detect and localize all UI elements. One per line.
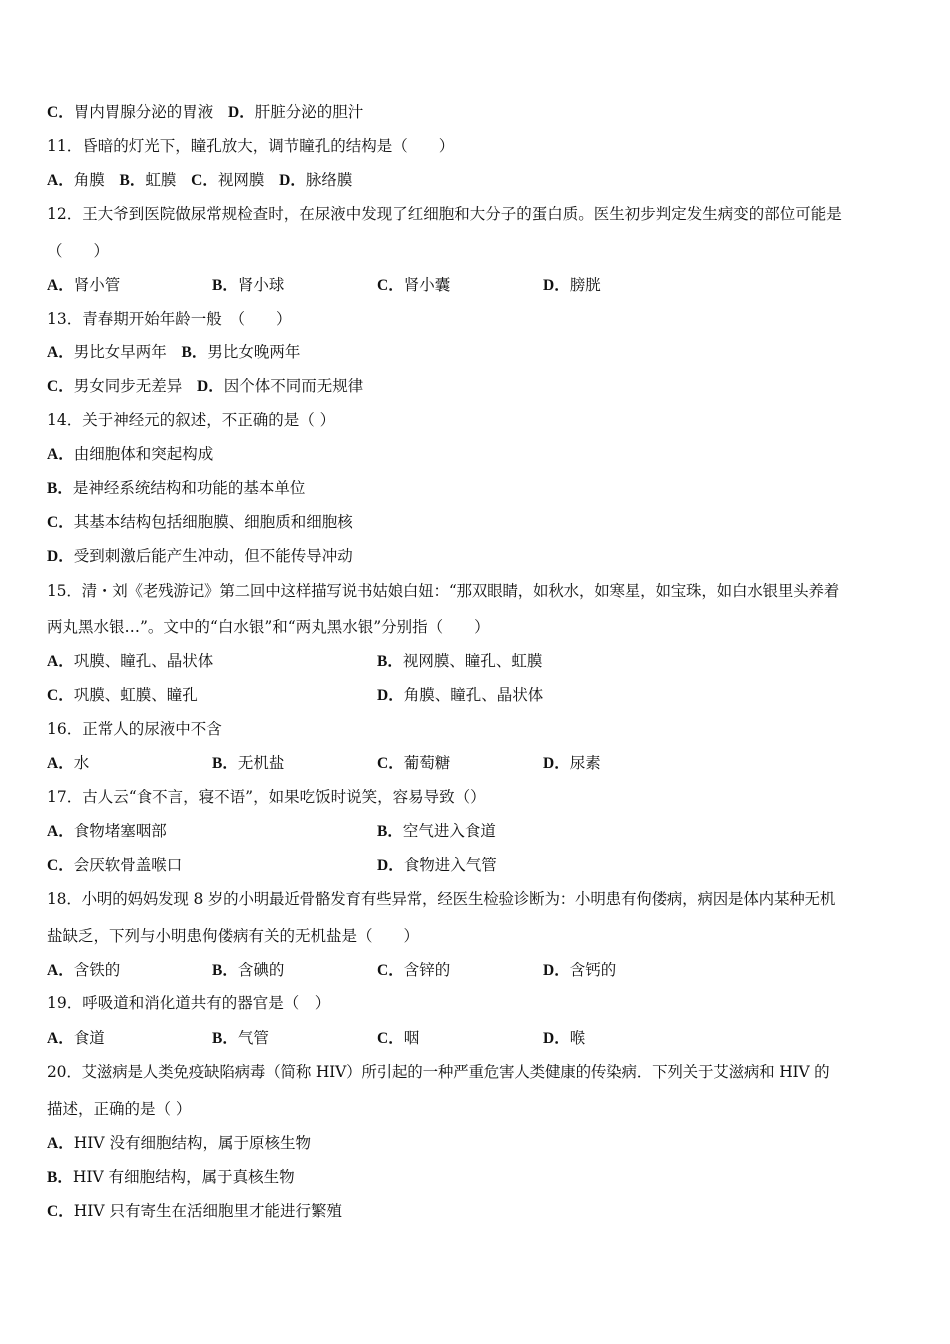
q15-stem: 15．清・刘《老残游记》第二回中这样描写说书姑娘白妞：“那双眼睛，如秋水，如寒星，如宝珠，如白水银里头养着	[47, 582, 840, 600]
q19-a-text: 食道	[73, 1029, 105, 1047]
q20-option-a	[47, 1133, 311, 1154]
q14-option-a	[47, 444, 213, 465]
q12-c-text: 肾小囊	[403, 276, 451, 294]
q16-stem: 16．正常人的尿液中不含	[47, 720, 222, 738]
q10-opt-d-label: D．	[228, 104, 255, 121]
q14-b-text: 是神经系统结构和功能的基本单位	[72, 479, 306, 497]
q19-stem: 19．呼吸道和消化道共有的器官是（ ）	[47, 994, 331, 1012]
q14-stem: 14．关于神经元的叙述，不正确的是（ ）	[47, 411, 336, 429]
q13-options-ab	[47, 342, 300, 363]
q14-c-text: 其基本结构包括细胞膜、细胞质和细胞核	[73, 513, 353, 531]
q20-b-label: B．	[47, 1169, 73, 1186]
q16-d-text: 尿素	[569, 754, 601, 772]
q13-a-text: 男比女早两年	[73, 343, 167, 361]
q15-c-text: 巩膜、虹膜、瞳孔	[73, 686, 198, 704]
q10-options-cd	[47, 102, 363, 123]
q10-opt-d-text: 肝脏分泌的胆汁	[254, 103, 364, 121]
q11-a-text: 角膜	[73, 171, 105, 189]
q10-opt-c-label: C．	[47, 104, 74, 121]
q15-d-text: 角膜、瞳孔、晶状体	[403, 686, 544, 704]
q15-b-text: 视网膜、瞳孔、虹膜	[402, 652, 543, 670]
q15-b-label: B．	[377, 653, 403, 670]
q15-c-label: C．	[47, 687, 74, 704]
q17-c-text: 会厌软骨盖喉口	[73, 856, 183, 874]
q13-c-label: C．	[47, 378, 74, 395]
q12-d-text: 膀胱	[569, 276, 601, 294]
q19-b-text: 气管	[237, 1029, 269, 1047]
q12-stem-cont: （ ）	[47, 242, 110, 260]
q19-d-label: D．	[543, 1030, 570, 1047]
q19-c-text: 咽	[403, 1029, 420, 1047]
q20-a-label: A．	[47, 1135, 74, 1152]
q17-a-text: 食物堵塞咽部	[73, 822, 167, 840]
q18-a-label: A．	[47, 962, 74, 979]
q18-c-label: C．	[377, 962, 404, 979]
q17-b-label: B．	[377, 823, 403, 840]
q20-stem: 20．艾滋病是人类免疫缺陷病毒（简称 HIV）所引起的一种严重危害人类健康的传染病．下列关于艾滋病和 HIV 的	[47, 1063, 830, 1081]
q17-a-label: A．	[47, 823, 74, 840]
q19-d-text: 喉	[569, 1029, 586, 1047]
q11-a-label: A．	[47, 172, 74, 189]
q13-d-label: D．	[197, 378, 224, 395]
q12-c-label: C．	[377, 277, 404, 294]
q14-a-label: A．	[47, 446, 74, 463]
q20-stem-cont: 描述，正确的是（ ）	[47, 1100, 192, 1118]
q18-a-text: 含铁的	[73, 961, 121, 979]
q18-d-label: D．	[543, 962, 570, 979]
q14-d-label: D．	[47, 548, 74, 565]
q18-d-text: 含钙的	[569, 961, 617, 979]
q13-b-label: B．	[181, 344, 208, 361]
q13-d-text: 因个体不同而无规律	[223, 377, 364, 395]
q16-c-text: 葡萄糖	[403, 754, 451, 772]
q16-a-label: A．	[47, 755, 74, 772]
q18-b-text: 含碘的	[237, 961, 285, 979]
q12-b-text: 肾小球	[237, 276, 285, 294]
q12-d-label: D．	[543, 277, 570, 294]
q16-b-label: B．	[212, 755, 238, 772]
q20-option-b	[47, 1167, 295, 1188]
q19-b-label: B．	[212, 1030, 238, 1047]
q11-stem: 11．昏暗的灯光下，瞳孔放大，调节瞳孔的结构是（ ）	[47, 137, 455, 155]
q20-a-text: HIV 没有细胞结构，属于原核生物	[73, 1134, 311, 1152]
q17-b-text: 空气进入食道	[402, 822, 496, 840]
q19-a-label: A．	[47, 1030, 74, 1047]
q12-b-label: B．	[212, 277, 238, 294]
q17-d-label: D．	[377, 857, 404, 874]
q17-stem: 17．古人云“食不言，寝不语”，如果吃饭时说笑，容易导致（）	[47, 788, 486, 806]
q18-stem-cont: 盐缺乏，下列与小明患佝偻病有关的无机盐是（ ）	[47, 927, 420, 945]
q20-option-c	[47, 1201, 342, 1222]
q13-options-cd	[47, 376, 363, 397]
q18-c-text: 含锌的	[403, 961, 451, 979]
q12-a-text: 肾小管	[73, 276, 121, 294]
q11-options	[47, 170, 352, 191]
q20-b-text: HIV 有细胞结构，属于真核生物	[72, 1168, 295, 1186]
q11-d-text: 脉络膜	[305, 171, 353, 189]
q15-a-text: 巩膜、瞳孔、晶状体	[73, 652, 214, 670]
q10-opt-c-text: 胃内胃腺分泌的胃液	[73, 103, 214, 121]
q13-b-text: 男比女晚两年	[207, 343, 301, 361]
q11-b-label: B．	[119, 172, 146, 189]
q14-option-b	[47, 478, 305, 499]
q14-c-label: C．	[47, 514, 74, 531]
q16-d-label: D．	[543, 755, 570, 772]
q20-c-text: HIV 只有寄生在活细胞里才能进行繁殖	[73, 1202, 342, 1220]
q13-stem: 13．青春期开始年龄一般 （ ）	[47, 310, 292, 328]
q11-c-label: C．	[191, 172, 218, 189]
q17-c-label: C．	[47, 857, 74, 874]
q14-d-text: 受到刺激后能产生冲动，但不能传导冲动	[73, 547, 353, 565]
q16-a-text: 水	[73, 754, 90, 772]
q16-c-label: C．	[377, 755, 404, 772]
q14-a-text: 由细胞体和突起构成	[73, 445, 214, 463]
q16-b-text: 无机盐	[237, 754, 285, 772]
q14-option-d	[47, 546, 353, 567]
q15-d-label: D．	[377, 687, 404, 704]
q15-stem-cont: 两丸黑水银…”。文中的“白水银”和“两丸黑水银”分别指（ ）	[47, 618, 490, 636]
q12-a-label: A．	[47, 277, 74, 294]
q11-b-text: 虹膜	[145, 171, 177, 189]
q18-b-label: B．	[212, 962, 238, 979]
q13-c-text: 男女同步无差异	[73, 377, 183, 395]
q11-d-label: D．	[279, 172, 306, 189]
q17-d-text: 食物进入气管	[403, 856, 497, 874]
q14-b-label: B．	[47, 480, 73, 497]
q13-a-label: A．	[47, 344, 74, 361]
q19-c-label: C．	[377, 1030, 404, 1047]
q15-a-label: A．	[47, 653, 74, 670]
q11-c-text: 视网膜	[217, 171, 265, 189]
q18-stem: 18．小明的妈妈发现 8 岁的小明最近骨骼发育有些异常，经医生检验诊断为：小明患有佝偻病，病因是体内某种无机	[47, 890, 836, 908]
q14-option-c	[47, 512, 353, 533]
q12-stem: 12．王大爷到医院做尿常规检查时，在尿液中发现了红细胞和大分子的蛋白质。医生初步判定发生病变的部位可能是	[47, 205, 842, 223]
q20-c-label: C．	[47, 1203, 74, 1220]
